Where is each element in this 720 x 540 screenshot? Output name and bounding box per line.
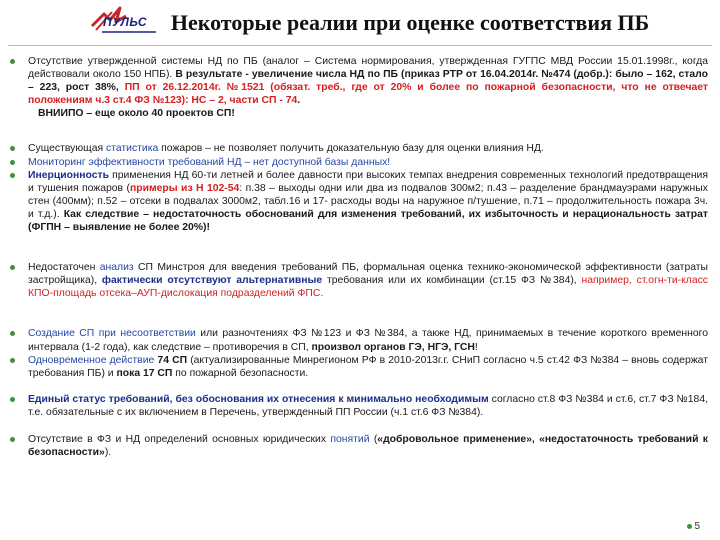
list-item: Существующая статистика пожаров – не позволяет получить доказательную базу для оценки влияния НД. <box>8 142 708 155</box>
list-item: Одновременное действие 74 СП (актуализированные Минрегионом РФ в 2010-2013г.г. СНиП согласно ч.5 ст.42 ФЗ №384 – вновь содержат требования ПБ) и пока 17 СП по пожарной безопасности. <box>8 354 708 380</box>
page-number: 5 <box>687 521 700 532</box>
bullet-icon <box>10 173 15 178</box>
bullet-icon <box>10 331 15 336</box>
bullet-icon <box>687 524 692 529</box>
logo-text: ПУЛЬС <box>103 15 148 29</box>
bullet-icon <box>10 59 15 64</box>
bullet-icon <box>10 146 15 151</box>
list-item: Отсутствие утвержденной системы НД по ПБ (аналог – Система нормирования, утвержденная ГУГПС МВД России 15.01.1998г., когда действовали около 150 НПБ). В результате - увеличение числа НД по ПБ (приказ РТР от 16.04.2014г. №474 (добр.): было – 162, стало – 223, рост 38%, ПП от 26.12.2014г. №1521 (обязат. треб., где от 20% и более по пожарной безопасности, что не отвечает положениям ч.3 ст.4 ФЗ №123): НС – 2, части СП - 74. ВНИИПО – еще около 40 проектов СП! <box>8 55 708 120</box>
bullet-icon <box>10 160 15 165</box>
bullet-icon <box>10 397 15 402</box>
bullet-icon <box>10 265 15 270</box>
vniipo-note: ВНИИПО – еще около 40 проектов СП! <box>38 108 235 120</box>
list-item: Единый статус требований, без обоснования их отнесения к минимально необходимым согласно ст.8 ФЗ №384 и ст.6, ст.7 ФЗ №184, т.е. обязательные с их включением в Перечень, утвержденный ПП России (ч.1 ст.6 ФЗ №384). <box>8 393 708 419</box>
bullet-icon <box>10 358 15 363</box>
page-title: Некоторые реалии при оценке соответствия ПБ <box>170 10 650 35</box>
bullet-icon <box>10 437 15 442</box>
list-item: Мониторинг эффективности требований НД – нет доступной базы данных! <box>8 156 708 169</box>
title-divider <box>8 45 712 46</box>
bullet-list <box>8 55 708 459</box>
list-item: Отсутствие в ФЗ и НД определений основных юридических понятий («добровольное применение», «недостаточность требований к безопасности»). <box>8 433 708 459</box>
list-item: Создание СП при несоответствии или разночтениях ФЗ №123 и ФЗ №384, а также НД, принимаемых в течение короткого временного интервала (1-2 года), как следствие – противоречия в СП, произвол органов ГЭ, НГЭ, ГСН! <box>8 327 708 353</box>
list-item: Недостаточен анализ СП Минстроя для введения требований ПБ, формальная оценка технико-экономической эффективности (затраты застройщика), фактически отсутствуют альтернативные требования или их комбинации (ст.15 ФЗ №384), например, ст.огн-ти-класс КПО-площадь отсека–АУП-дислокация подразделений ФПС. <box>8 261 708 300</box>
list-item: Инерционность применения НД 60-ти летней и более давности при высоких темпах внедрения современных технологий предотвращения и тушения пожаров (примеры из Н 102-54: п.38 – выходы одни или два из подвалов 300м2; п.43 – разделение брандмауэрами наружных стен (400мм); п.52 – отсеки в подвалах 3000м2, табл.16 и 17- расходы воды на наружное п/тушение, п.71 – продолжительность пожара 3ч. и т.д.). Как следствие – недостаточность обоснований для изменения требований, их избыточность и нерациональность затрат (ФГПН – выявление не более 20%)! <box>8 169 708 234</box>
content-area <box>8 55 708 459</box>
